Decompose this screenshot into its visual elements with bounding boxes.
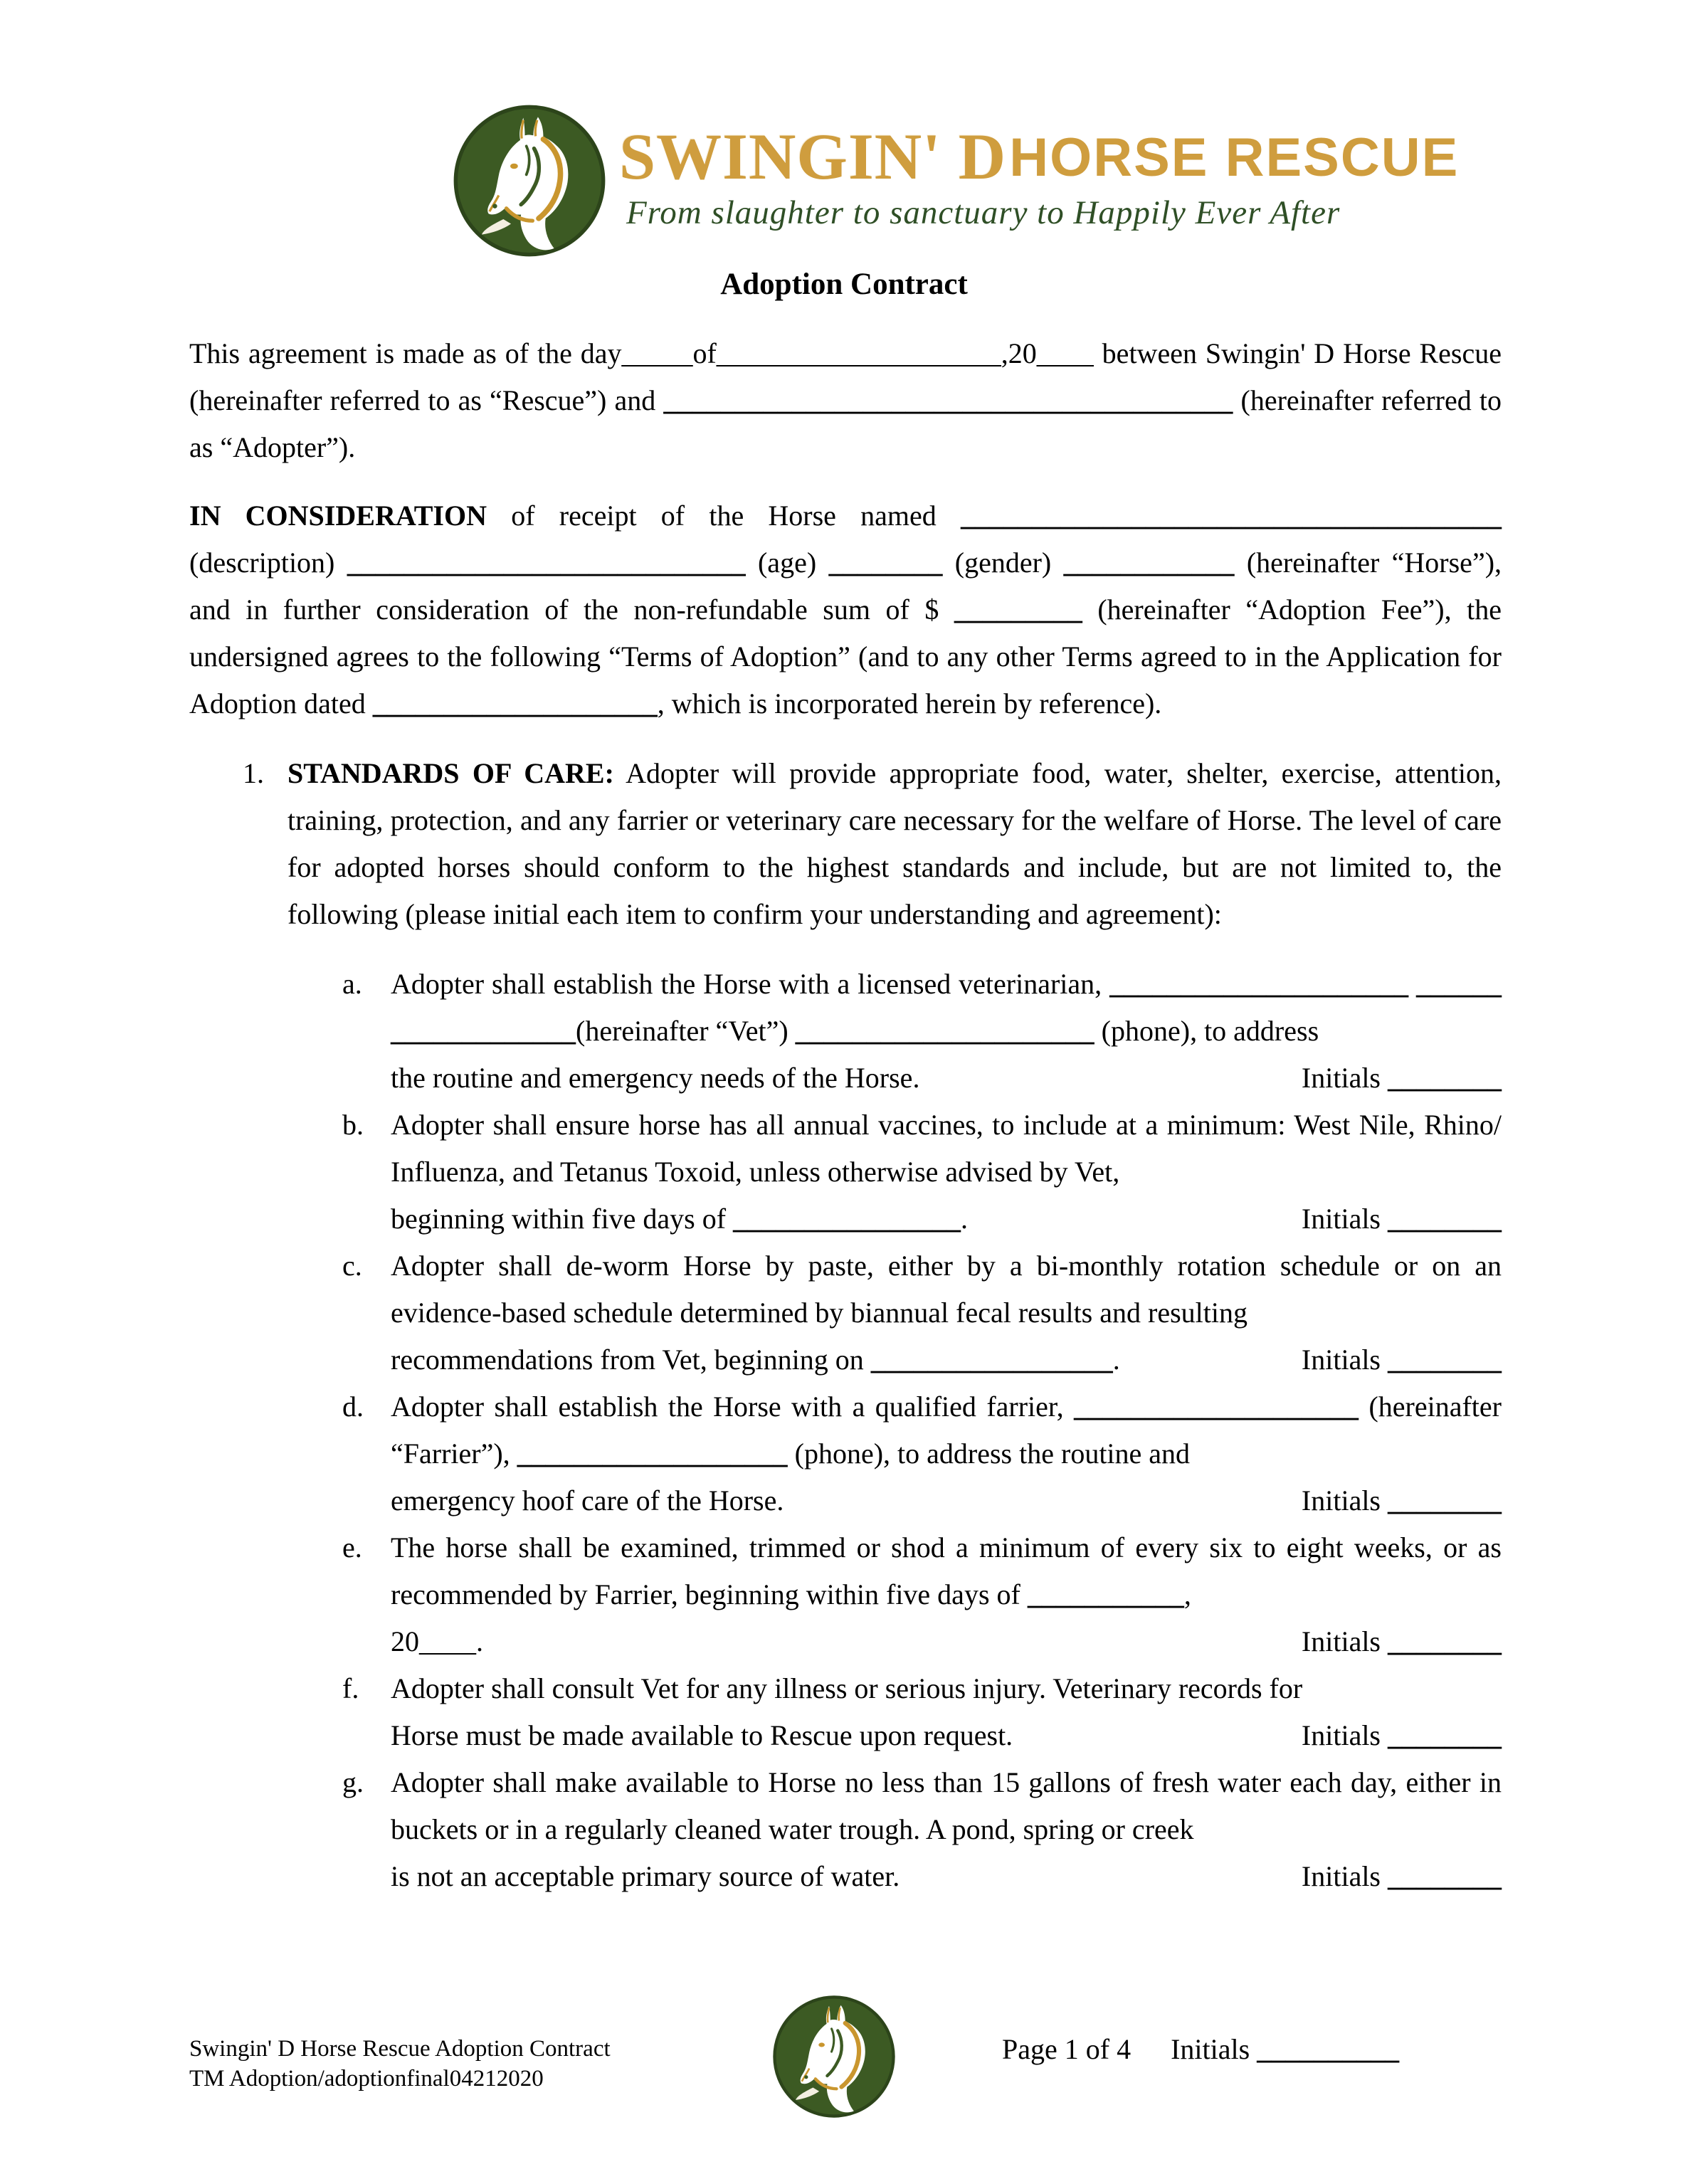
initials-blank-line: ________	[1388, 1484, 1502, 1516]
initials-label: Initials	[1301, 1625, 1381, 1657]
brand-name	[619, 120, 1460, 193]
sub-item-last-line	[391, 1712, 1502, 1759]
sub-item-text: Adopter shall make available to Horse no less than 15 gallons of fresh water each day, either in buckets or in a regularly cleaned water trough. A pond, spring or creek	[391, 1766, 1502, 1845]
brand-tagline: From slaughter to sanctuary to Happily Ever After	[626, 194, 1341, 231]
initials-blank-line: ________	[1388, 1203, 1502, 1235]
sub-item-tail-text: recommendations from Vet, beginning on _________________.	[391, 1344, 1120, 1376]
sub-item	[288, 1759, 1502, 1900]
blank-line: ________________________________________	[663, 384, 1233, 416]
initials-field	[1273, 1477, 1502, 1524]
sub-item-tail-text: beginning within five days of ________________.	[391, 1203, 969, 1235]
footer-initials-label: Initials	[1171, 2033, 1250, 2065]
blank-line: ___________________	[517, 1437, 788, 1470]
initials-field	[1273, 1196, 1502, 1243]
sub-item-last-line	[391, 1196, 1502, 1243]
initials-field	[1273, 1336, 1502, 1383]
sub-item-tail-text: is not an acceptable primary source of water.	[391, 1860, 900, 1892]
initials-label: Initials	[1301, 1860, 1381, 1892]
blank-line: _________________	[870, 1344, 1113, 1376]
sub-item-tail-text: 20____.	[391, 1625, 483, 1657]
footer-horse-head-logo-icon	[772, 1994, 896, 2119]
initials-label: Initials	[1301, 1484, 1381, 1516]
initials-blank-line: ________	[1388, 1860, 1502, 1892]
initials-label: Initials	[1301, 1203, 1381, 1235]
brand-name-serif: SWINGIN' D	[619, 120, 1007, 193]
initials-label: Initials	[1301, 1344, 1381, 1376]
blank-line: _________	[954, 594, 1082, 626]
sub-item-last-line	[391, 1336, 1502, 1383]
sub-item-tail-text: Horse must be made available to Rescue upon request.	[391, 1719, 1013, 1751]
sub-item-last-line	[391, 1477, 1502, 1524]
sub-item-letter: d.	[342, 1391, 364, 1423]
footer-page-info	[1002, 2032, 1399, 2066]
blank-line: ____________	[1063, 547, 1235, 579]
sub-item-letter: g.	[342, 1766, 364, 1798]
initials-label: Initials	[1301, 1062, 1381, 1094]
sub-item-letter: f.	[342, 1672, 359, 1704]
blank-line: ____________________	[1074, 1391, 1359, 1423]
sub-item-text: Adopter shall consult Vet for any illness or serious injury. Veterinary records for	[391, 1672, 1303, 1704]
sub-item-letter: a.	[342, 968, 362, 1000]
sub-item	[288, 1243, 1502, 1383]
footer-initials-blank-line: __________	[1257, 2033, 1400, 2065]
blank-line: ____________________	[372, 687, 658, 719]
footer-line2: TM Adoption/adoptionfinal04212020	[189, 2066, 544, 2091]
sub-item-letter: c.	[342, 1250, 362, 1282]
horse-head-logo-icon	[453, 104, 606, 258]
sub-item	[288, 961, 1502, 1102]
sub-item-text: Adopter shall establish the Horse with a licensed veterinarian, _____________________ ___________________(hereinafter “Vet”) _____________________ (phone), to address	[391, 968, 1502, 1047]
sub-item-content	[391, 1102, 1502, 1243]
initials-blank-line: ________	[1388, 1719, 1502, 1751]
blank-line: ____________________________	[347, 547, 746, 579]
page-title: Adoption Contract	[720, 268, 968, 301]
sub-item-content	[391, 1383, 1502, 1524]
sub-item-text: Adopter shall ensure horse has all annual vaccines, to include at a minimum: West Nile, Rhino/ Influenza, and Tetanus Toxoid, unless otherwise advised by Vet,	[391, 1109, 1502, 1188]
sub-item-tail-text: emergency hoof care of the Horse.	[391, 1484, 784, 1516]
initials-field	[1273, 1618, 1502, 1665]
sub-item	[288, 1383, 1502, 1524]
sub-item-tail-text: the routine and emergency needs of the Horse.	[391, 1062, 920, 1094]
page-number: Page 1 of 4	[1002, 2033, 1132, 2065]
sub-item-text: Adopter shall de-worm Horse by paste, either by a bi-monthly rotation schedule or on an evidence-based schedule determined by biannual fecal results and resulting	[391, 1250, 1502, 1329]
item-number: 1.	[243, 757, 264, 789]
sub-item-content	[391, 1243, 1502, 1383]
sub-item-text: The horse shall be examined, trimmed or shod a minimum of every six to eight weeks, or as recommended by Farrier, beginning within five days of ___________,	[391, 1531, 1502, 1610]
sub-item-last-line	[391, 1853, 1502, 1900]
sub-item-list	[288, 961, 1502, 1900]
initials-field	[1273, 1055, 1502, 1102]
footer-line1: Swingin' D Horse Rescue Adoption Contract	[189, 2036, 611, 2062]
blank-line: ________	[828, 547, 943, 579]
sub-item-text: Adopter shall establish the Horse with a qualified farrier, ____________________ (hereinafter “Farrier”), ___________________ (phone), to address the routine and	[391, 1391, 1502, 1470]
footer-document-id	[189, 2034, 611, 2094]
logo-wordmark	[619, 104, 1459, 232]
sub-item-letter: e.	[342, 1531, 362, 1563]
item-content	[288, 750, 1502, 1900]
initials-blank-line: ________	[1388, 1344, 1502, 1376]
sub-item-content	[391, 961, 1502, 1102]
blank-line: ___________________	[391, 968, 1502, 1047]
blank-line: ______________________________________	[961, 500, 1502, 532]
brand-name-sans: HORSE RESCUE	[1009, 127, 1460, 188]
initials-blank-line: ________	[1388, 1625, 1502, 1657]
initials-blank-line: ________	[1388, 1062, 1502, 1094]
header-logo	[453, 104, 1459, 258]
consideration-paragraph: IN CONSIDERATION of receipt of the Horse named ______________________________________ (description) ____________________________ (age) ________ (gender) ____________ (hereinafter “Horse”), and in further consideration of the non-refundable sum of $ _________ (hereinafter “Adoption Fee”), the undersigned agrees to the following “Terms of Adoption” (and to any other Terms agreed to in the Application for Adoption dated ____________________, which is incorporated herein by reference).	[189, 500, 1502, 719]
sub-item-last-line	[391, 1618, 1502, 1665]
contract-body	[189, 330, 1502, 1900]
sub-item-content	[391, 1759, 1502, 1900]
initials-label: Initials	[1301, 1719, 1381, 1751]
blank-line: _____________________	[795, 1015, 1094, 1047]
intro-paragraph: This agreement is made as of the day_____of____________________,20____ between Swingin' D Horse Rescue (hereinafter referred to as “Rescue”) and ________________________________________ (hereinafter referred to as “Adopter”).	[189, 337, 1502, 463]
sub-item	[288, 1524, 1502, 1665]
blank-line: _____________________	[1109, 968, 1409, 1000]
sub-item-content	[391, 1665, 1502, 1759]
blank-line: ___________	[1027, 1578, 1184, 1610]
standards-of-care-paragraph: STANDARDS OF CARE: Adopter will provide appropriate food, water, shelter, exercise, attention, training, protection, and any farrier or veterinary care necessary for the welfare of Horse. The level of care for adopted horses should conform to the highest standards and include, but are not limited to, the following (please initial each item to confirm your understanding and agreement):	[288, 757, 1502, 930]
numbered-item-1	[189, 750, 1502, 1900]
sub-item	[288, 1102, 1502, 1243]
sub-item-last-line	[391, 1055, 1502, 1102]
initials-field	[1273, 1853, 1502, 1900]
blank-line: ________________	[733, 1203, 961, 1235]
initials-field	[1273, 1712, 1502, 1759]
sub-item	[288, 1665, 1502, 1759]
sub-item-letter: b.	[342, 1109, 364, 1141]
sub-item-content	[391, 1524, 1502, 1665]
